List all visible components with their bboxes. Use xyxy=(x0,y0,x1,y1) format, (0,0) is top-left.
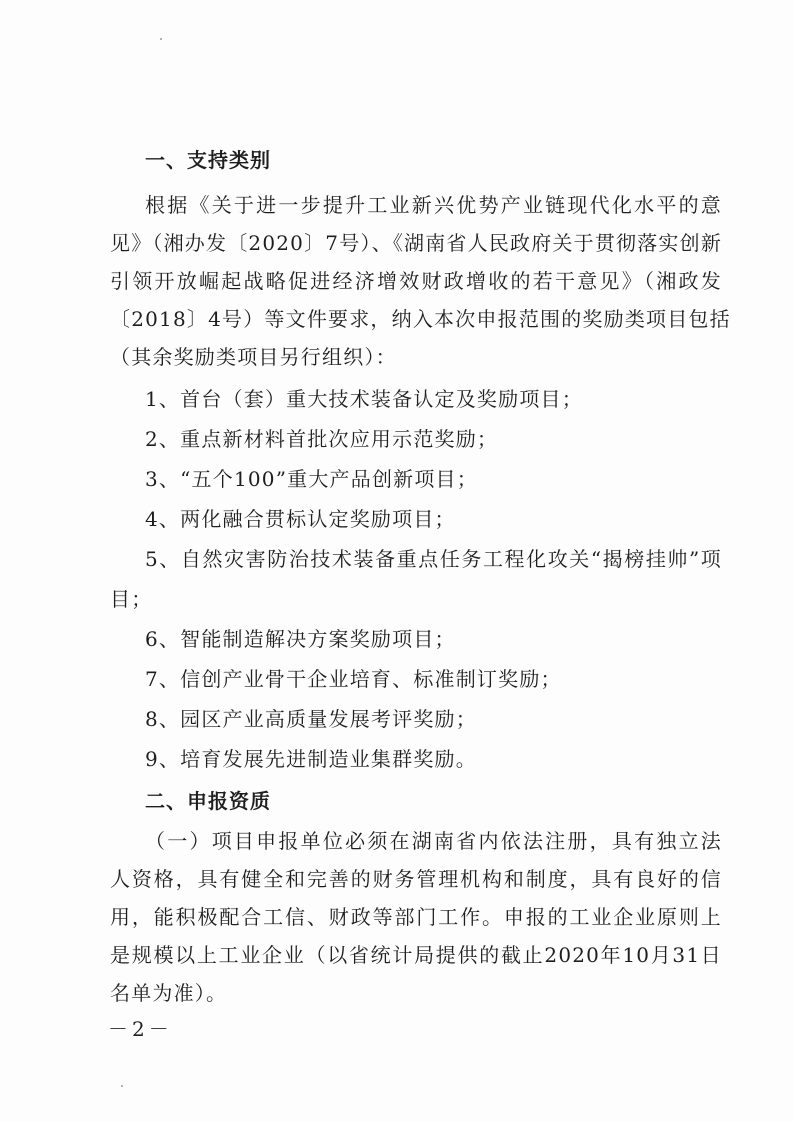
scan-speck xyxy=(160,38,162,40)
list-item: 8、园区产业高质量发展考评奖励； xyxy=(145,707,477,731)
list-item: 2、重点新材料首批次应用示范奖励； xyxy=(145,427,499,451)
intro-line: （其余奖励类项目另行组织）： xyxy=(110,345,397,369)
list-item-continuation: 目； xyxy=(110,587,153,611)
list-item: 5、自然灾害防治技术装备重点任务工程化攻关“揭榜挂帅”项 xyxy=(145,547,722,571)
paragraph-line: 是规模以上工业企业（以省统计局提供的截止2020年10月31日 xyxy=(110,943,722,967)
paragraph-line: 人资格，具有健全和完善的财务管理机构和制度，具有良好的信 xyxy=(110,867,722,891)
paragraph-line: 用，能积极配合工信、财政等部门工作。申报的工业企业原则上 xyxy=(110,905,722,929)
intro-line: 引领开放崛起战略促进经济增效财政增收的若干意见》（湘政发 xyxy=(110,269,722,293)
list-item: 3、“五个100”重大产品创新项目； xyxy=(145,467,478,491)
page-number: －2－ xyxy=(108,1017,173,1041)
section-heading-qualifications: 二、申报资质 xyxy=(145,789,271,813)
list-item: 4、两化融合贯标认定奖励项目； xyxy=(145,507,456,531)
list-item: 6、智能制造解决方案奖励项目； xyxy=(145,627,456,651)
paragraph-line: （一）项目申报单位必须在湖南省内依法注册，具有独立法 xyxy=(145,829,722,853)
paragraph-line: 名单为准）。 xyxy=(110,981,228,1005)
intro-line: 见》（湘办发〔2020〕7号）、《湖南省人民政府关于贯彻落实创新 xyxy=(110,231,723,255)
list-item: 1、首台（套）重大技术装备认定及奖励项目； xyxy=(145,387,583,411)
list-item: 9、培育发展先进制造业集群奖励。 xyxy=(145,747,477,771)
intro-line: 根据《关于进一步提升工业新兴优势产业链现代化水平的意 xyxy=(145,193,722,217)
scan-speck xyxy=(121,1085,123,1087)
intro-line: 〔2018〕4号）等文件要求，纳入本次申报范围的奖励类项目包括 xyxy=(110,307,731,331)
list-item: 7、信创产业骨干企业培育、标准制订奖励； xyxy=(145,667,562,691)
section-heading-support-categories: 一、支持类别 xyxy=(145,148,271,172)
